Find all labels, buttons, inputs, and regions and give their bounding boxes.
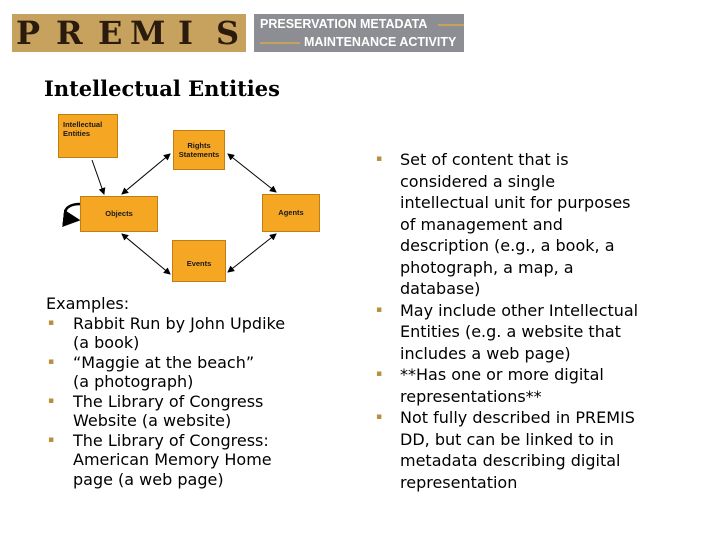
logo-letter: S: [216, 14, 240, 52]
logo-letter: R: [56, 14, 83, 52]
arrow-events-agents: [228, 234, 276, 272]
logo-tagline-2: MAINTENANCE ACTIVITY: [304, 35, 457, 49]
square-bullet-icon: ▪: [48, 356, 55, 367]
arrow-objects-rights: [122, 154, 170, 194]
box-objects: Objects: [80, 196, 158, 232]
examples-heading: Examples:: [46, 294, 130, 313]
square-bullet-icon: ▪: [376, 369, 383, 379]
list-item: ▪ The Library of Congress: American Memory Home page (a web page): [48, 430, 272, 489]
list-item: ▪ “Maggie at the beach” (a photograph): [48, 352, 255, 391]
logo-letter: M: [130, 14, 166, 52]
logo-accent-line: [438, 24, 464, 26]
box-rights-statements: Rights Statements: [173, 130, 225, 170]
logo-letter-block: [12, 14, 246, 52]
square-bullet-icon: ▪: [376, 412, 383, 422]
list-item: ▪ Set of content that is considered a single intellectual unit for purposes of management and description (e.g., a book, a photograph, a map, a database): [376, 150, 631, 298]
entity-diagram: [58, 114, 320, 296]
list-item: ▪ Not fully described in PREMIS DD, but can be linked to in metadata describing digital representation: [376, 408, 635, 492]
arrow-rights-agents: [228, 154, 276, 192]
logo-tagline-1: PRESERVATION METADATA: [260, 17, 428, 31]
square-bullet-icon: ▪: [48, 317, 55, 328]
square-bullet-icon: ▪: [376, 304, 383, 315]
logo-accent-line: [260, 42, 300, 44]
logo-letter: P: [16, 14, 41, 52]
logo-letter: E: [98, 14, 123, 52]
examples-section: [46, 294, 336, 489]
arrow-objects-self: [65, 204, 80, 220]
list-item: ▪ **Has one or more digital representations**: [376, 365, 604, 406]
square-bullet-icon: ▪: [48, 434, 55, 445]
logo-letter: I: [178, 14, 193, 52]
list-item: ▪ May include other Intellectual Entities (e.g. a website that includes a web page): [376, 300, 639, 363]
premis-logo: [12, 14, 464, 52]
arrow-objects-events: [122, 234, 170, 274]
list-item: ▪ The Library of Congress Website (a website): [48, 391, 264, 430]
page-title: Intellectual Entities: [44, 76, 280, 101]
arrow-ie-objects: [92, 160, 104, 194]
box-intellectual-entities: Intellectual Entities: [58, 114, 118, 158]
box-events: Events: [172, 240, 226, 282]
list-item: ▪ Rabbit Run by John Updike (a book): [48, 313, 286, 352]
square-bullet-icon: ▪: [48, 395, 55, 406]
box-agents: Agents: [262, 194, 320, 232]
description-list: [374, 149, 674, 493]
square-bullet-icon: ▪: [376, 154, 383, 164]
examples-list: [46, 314, 336, 490]
